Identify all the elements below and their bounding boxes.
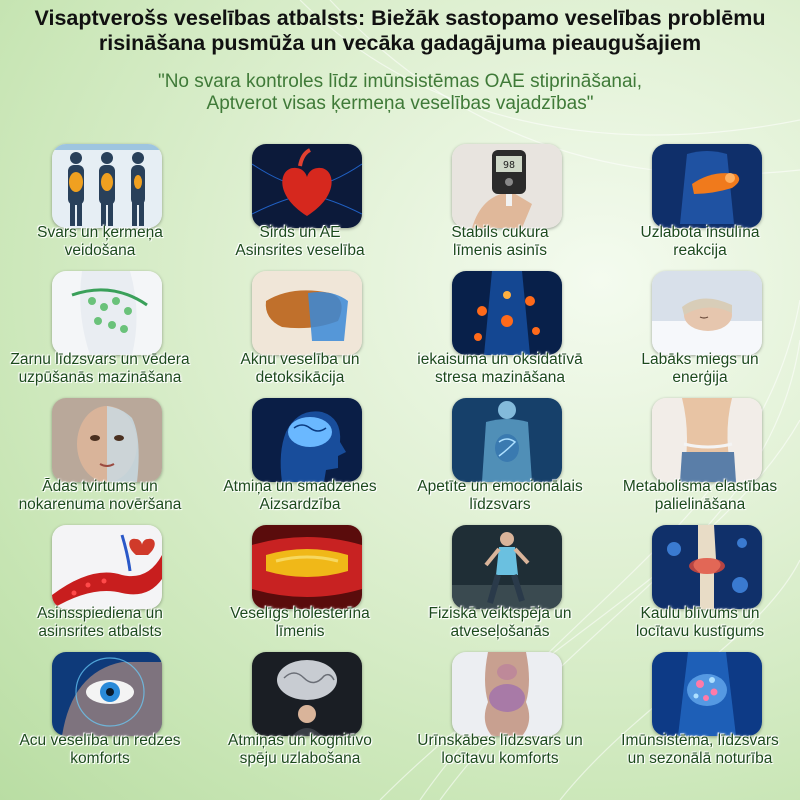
benefit-label: detoksikācija [255,369,345,386]
benefit-label: līmenis asinīs [453,242,547,259]
meter-reading: 98 [502,160,516,171]
benefit-label: atveseļošanās [450,623,550,640]
knee-joint-icon [652,525,762,609]
benefit-card-immunity [600,651,800,778]
benefit-label: Svars un ķermeņa [37,224,163,241]
benefit-label: Zarnu līdzsvars un vēdera [10,351,190,368]
page-subtitle [20,71,780,115]
brain-icon [252,398,362,482]
sleep-icon [652,271,762,355]
benefit-card-insulin [600,143,800,270]
benefit-card-heart [200,143,400,270]
benefit-label: Labāks miegs un [641,351,759,368]
benefit-label: Imūnsistēma, līdzsvars [621,732,779,749]
waist-icon [652,398,762,482]
benefit-label: Uzlabota insulīna [640,224,760,241]
benefit-label: Asinsspiediena un [37,605,163,622]
benefit-card-eyes [0,651,200,778]
digestive-body-icon [452,398,562,482]
title-line-2: risināšana pusmūža un vecāka gadagājuma pieaugušajiem [98,31,702,55]
benefit-label: Acu veselība un redzes [19,732,181,749]
benefit-card-weight [0,143,200,270]
benefit-card-cholesterol [200,524,400,651]
header [0,0,800,115]
pancreas-icon [652,144,762,228]
benefit-label: Atmiņa un smadzenes [223,478,377,495]
benefit-label: Ādas tvirtums un [42,478,158,495]
benefit-label: stresa mazināšana [434,369,566,386]
benefit-label: līmenis [275,623,325,640]
benefit-card-cognition [200,651,400,778]
benefit-label: Fiziskā veiktspēja un [428,605,572,622]
benefit-label: enerģija [672,369,728,386]
immune-cells-icon [652,652,762,736]
blood-vessel-icon [52,525,162,609]
benefit-card-skin [0,397,200,524]
liver-icon [252,271,362,355]
benefit-label: komforts [70,750,130,767]
benefit-label: spēju uzlabošana [239,750,361,767]
runner-icon [452,525,562,609]
benefit-label: Stabils cukura [451,224,549,241]
benefit-card-metabolism [600,397,800,524]
benefit-label: nokarenuma novēršana [18,496,182,513]
benefit-label: palielināšana [654,496,746,513]
benefit-card-sleep [600,270,800,397]
benefit-card-appetite [400,397,600,524]
benefit-label: Asinsrites veselība [235,242,365,259]
benefit-card-performance [400,524,600,651]
benefit-label: veidošana [64,242,136,259]
benefit-card-brain [200,397,400,524]
benefit-label: asinsrites atbalsts [38,623,162,640]
benefit-label: iekaisuma un oksidatīvā [417,351,583,368]
benefit-card-liver [200,270,400,397]
benefit-label: Metabolisma elastības [622,478,778,495]
benefit-label: Apetīte un emocionālais [417,478,583,495]
benefit-label: Sirds un AE [259,224,341,241]
benefit-label: Kaulu blīvums un [640,605,760,622]
artery-plaque-icon [252,525,362,609]
benefit-label: uzpūšanās mazināšana [18,369,182,386]
glucose-meter-icon [452,144,562,228]
benefit-label: un sezonālā noturība [627,750,773,767]
benefit-label: reakcija [673,242,727,259]
benefit-card-inflammation [400,270,600,397]
subtitle-line-2: Aptverot visas ķermeņa veselības vajadzības" [206,93,594,114]
benefit-card-gut [0,270,200,397]
body-figures-icon [52,144,162,228]
heart-icon [252,144,362,228]
benefit-label: Atmiņas un kognitīvo [228,732,372,749]
cognitive-brain-icon [252,652,362,736]
skin-face-icon [52,398,162,482]
eye-icon [52,652,162,736]
benefit-label: Aizsardzība [259,496,341,513]
benefit-card-glucose [400,143,600,270]
benefit-label: locītavu komforts [441,750,559,767]
inflammation-icon [452,271,562,355]
benefit-card-blood-pressure [0,524,200,651]
benefit-label: Urīnskābes līdzsvars un [417,732,583,749]
benefit-label: Veselīgs holesterīna [230,605,370,622]
title-line-1: Visaptverošs veselības atbalsts: Biežāk sastopamo veselības problēmu [34,6,766,30]
gut-icon [52,271,162,355]
benefit-label: līdzsvars [469,496,531,513]
benefit-card-uric-acid [400,651,600,778]
subtitle-line-1: "No svara kontroles līdz imūnsistēmas OAE stiprināšanai, [157,71,643,92]
page-title [10,6,790,56]
benefit-label: Aknu veselība un [240,351,360,368]
benefit-card-bones [600,524,800,651]
benefit-label: locītavu kustīgums [635,623,765,640]
swollen-joint-icon [452,652,562,736]
benefits-grid [0,143,800,778]
